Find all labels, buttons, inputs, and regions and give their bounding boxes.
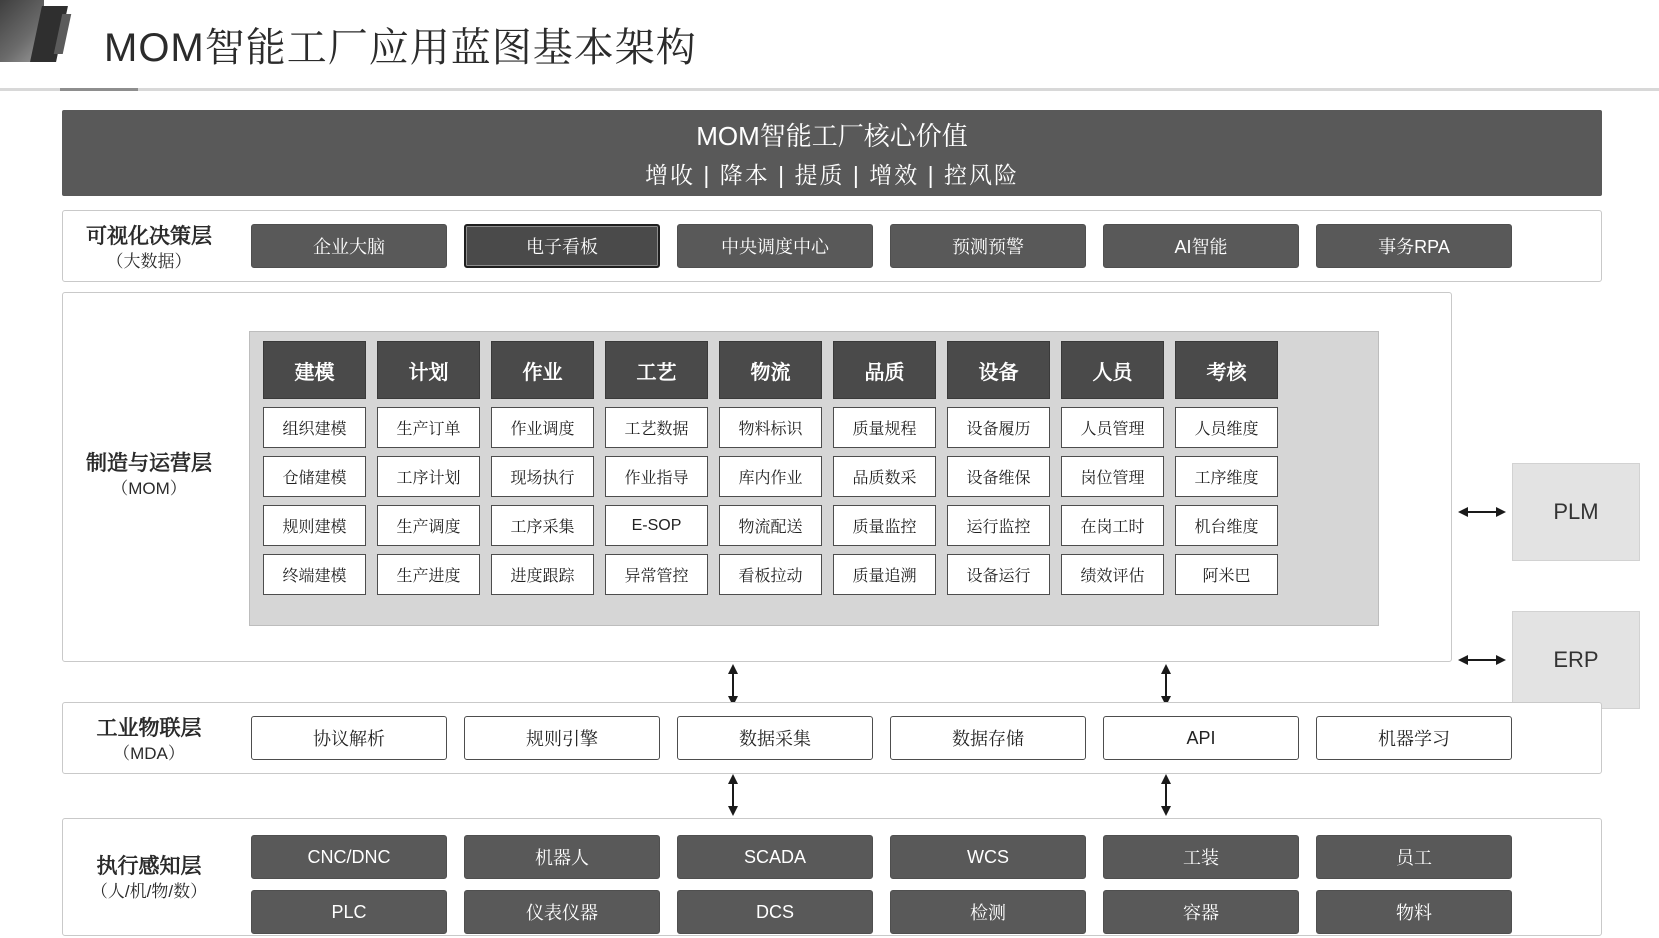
system-erp[interactable]: ERP [1512, 611, 1640, 709]
mom-cell[interactable]: 作业指导 [605, 456, 708, 497]
iot-execution-arrow-left-icon [725, 774, 741, 816]
mom-column-personnel [1061, 341, 1164, 595]
mom-cell[interactable]: 物料标识 [719, 407, 822, 448]
mom-cell[interactable]: 运行监控 [947, 505, 1050, 546]
execution-layer-label [63, 853, 235, 904]
mom-cell[interactable]: 阿米巴 [1175, 554, 1278, 595]
decision-layer-label-sub: （大数据） [106, 252, 192, 272]
mom-cell[interactable]: 规则建模 [263, 505, 366, 546]
decision-item-1[interactable]: 电子看板 [464, 224, 660, 268]
iot-execution-arrow-right-icon [1158, 774, 1174, 816]
mom-iot-arrow-left-icon [725, 664, 741, 706]
decision-layer [62, 210, 1602, 282]
mom-cell[interactable]: 设备运行 [947, 554, 1050, 595]
mom-cell[interactable]: 库内作业 [719, 456, 822, 497]
execution-item-tooling[interactable]: 工装 [1103, 835, 1299, 879]
execution-item-cnc-dnc[interactable]: CNC/DNC [251, 835, 447, 879]
core-value-title: MOM智能工厂核心价值 [696, 121, 968, 151]
mom-column-head[interactable]: 人员 [1061, 341, 1164, 399]
mom-cell[interactable]: 作业调度 [491, 407, 594, 448]
mom-column-equipment [947, 341, 1050, 595]
iot-layer-label-main: 工业物联层 [96, 717, 202, 740]
execution-item-container[interactable]: 容器 [1103, 890, 1299, 934]
execution-item-robot[interactable]: 机器人 [464, 835, 660, 879]
mom-cell[interactable]: 生产订单 [377, 407, 480, 448]
execution-layer-label-sub: （人/机/物/数） [90, 882, 208, 902]
iot-item-4[interactable]: API [1103, 716, 1299, 760]
mom-column-head[interactable]: 建模 [263, 341, 366, 399]
mom-cell[interactable]: 组织建模 [263, 407, 366, 448]
header-divider [0, 88, 1659, 91]
mom-column-assessment [1175, 341, 1278, 595]
mom-column-head[interactable]: 考核 [1175, 341, 1278, 399]
mom-layer [62, 292, 1452, 662]
mom-cell[interactable]: 生产进度 [377, 554, 480, 595]
mom-cell[interactable]: 异常管控 [605, 554, 708, 595]
mom-column-head[interactable]: 设备 [947, 341, 1050, 399]
decision-item-2[interactable]: 中央调度中心 [677, 224, 873, 268]
execution-item-employee[interactable]: 员工 [1316, 835, 1512, 879]
iot-item-5[interactable]: 机器学习 [1316, 716, 1512, 760]
mom-cell[interactable]: E-SOP [605, 505, 708, 546]
erp-connector-arrow-icon [1458, 652, 1506, 668]
execution-item-inspection[interactable]: 检测 [890, 890, 1086, 934]
mom-cell[interactable]: 品质数采 [833, 456, 936, 497]
execution-item-material[interactable]: 物料 [1316, 890, 1512, 934]
mom-layer-label-main: 制造与运营层 [86, 452, 212, 475]
iot-layer-label-sub: （MDA） [113, 744, 185, 764]
mom-columns [263, 341, 1278, 595]
execution-item-wcs[interactable]: WCS [890, 835, 1086, 879]
mom-cell[interactable]: 设备履历 [947, 407, 1050, 448]
mom-column-logistics [719, 341, 822, 595]
mom-cell[interactable]: 进度跟踪 [491, 554, 594, 595]
execution-row-2 [251, 890, 1512, 934]
decision-item-5[interactable]: 事务RPA [1316, 224, 1512, 268]
iot-layer-items [251, 716, 1512, 760]
mom-column-head[interactable]: 物流 [719, 341, 822, 399]
mom-column-head[interactable]: 工艺 [605, 341, 708, 399]
mom-cell[interactable]: 设备维保 [947, 456, 1050, 497]
core-value-banner [62, 110, 1602, 196]
header-divider-accent [60, 88, 138, 91]
decision-layer-label-main: 可视化决策层 [86, 225, 212, 248]
plm-connector-arrow-icon [1458, 504, 1506, 520]
mom-layer-label-sub: （MOM） [111, 479, 187, 499]
decision-item-3[interactable]: 预测预警 [890, 224, 1086, 268]
core-value-subtitle: 增收 | 降本 | 提质 | 增效 | 控风险 [644, 162, 1020, 188]
mom-cell[interactable]: 质量监控 [833, 505, 936, 546]
iot-layer-label [63, 715, 235, 766]
mom-column-head[interactable]: 作业 [491, 341, 594, 399]
iot-item-1[interactable]: 规则引擎 [464, 716, 660, 760]
mom-column-process [605, 341, 708, 595]
execution-layer-label-main: 执行感知层 [96, 855, 202, 878]
mom-cell[interactable]: 工序维度 [1175, 456, 1278, 497]
execution-item-dcs[interactable]: DCS [677, 890, 873, 934]
page-header [0, 0, 1659, 92]
mom-cell[interactable]: 物流配送 [719, 505, 822, 546]
mom-cell[interactable]: 质量追溯 [833, 554, 936, 595]
mom-column-operation [491, 341, 594, 595]
mom-cell[interactable]: 看板拉动 [719, 554, 822, 595]
header-decoration-icon [0, 0, 70, 78]
page-title: MOM智能工厂应用蓝图基本架构 [104, 26, 697, 70]
mom-column-plan [377, 341, 480, 595]
decision-item-0[interactable]: 企业大脑 [251, 224, 447, 268]
execution-layer-items [251, 835, 1512, 934]
mom-cell[interactable]: 人员管理 [1061, 407, 1164, 448]
system-plm[interactable]: PLM [1512, 463, 1640, 561]
mom-cell[interactable]: 机台维度 [1175, 505, 1278, 546]
iot-item-0[interactable]: 协议解析 [251, 716, 447, 760]
mom-iot-arrow-right-icon [1158, 664, 1174, 706]
decision-layer-label [63, 223, 235, 274]
execution-layer [62, 818, 1602, 936]
mom-column-head[interactable]: 品质 [833, 341, 936, 399]
decision-item-4[interactable]: AI智能 [1103, 224, 1299, 268]
execution-item-plc[interactable]: PLC [251, 890, 447, 934]
mom-cell[interactable]: 工序计划 [377, 456, 480, 497]
mom-cell[interactable]: 工序采集 [491, 505, 594, 546]
decision-layer-items [251, 224, 1512, 268]
mom-column-head[interactable]: 计划 [377, 341, 480, 399]
mom-column-quality [833, 341, 936, 595]
mom-cell[interactable]: 终端建模 [263, 554, 366, 595]
execution-row-1 [251, 835, 1512, 879]
iot-item-3[interactable]: 数据存储 [890, 716, 1086, 760]
mom-cell[interactable]: 质量规程 [833, 407, 936, 448]
mom-cell[interactable]: 现场执行 [491, 456, 594, 497]
mom-cell[interactable]: 人员维度 [1175, 407, 1278, 448]
mom-cell[interactable]: 绩效评估 [1061, 554, 1164, 595]
iot-layer [62, 702, 1602, 774]
mom-cell[interactable]: 工艺数据 [605, 407, 708, 448]
mom-column-modeling [263, 341, 366, 595]
mom-cell[interactable]: 仓储建模 [263, 456, 366, 497]
mom-cell[interactable]: 岗位管理 [1061, 456, 1164, 497]
mom-cell[interactable]: 在岗工时 [1061, 505, 1164, 546]
mom-layer-label [63, 450, 235, 501]
execution-item-scada[interactable]: SCADA [677, 835, 873, 879]
iot-item-2[interactable]: 数据采集 [677, 716, 873, 760]
diagram-canvas [0, 92, 1659, 938]
mom-cell[interactable]: 生产调度 [377, 505, 480, 546]
execution-item-instrument[interactable]: 仪表仪器 [464, 890, 660, 934]
